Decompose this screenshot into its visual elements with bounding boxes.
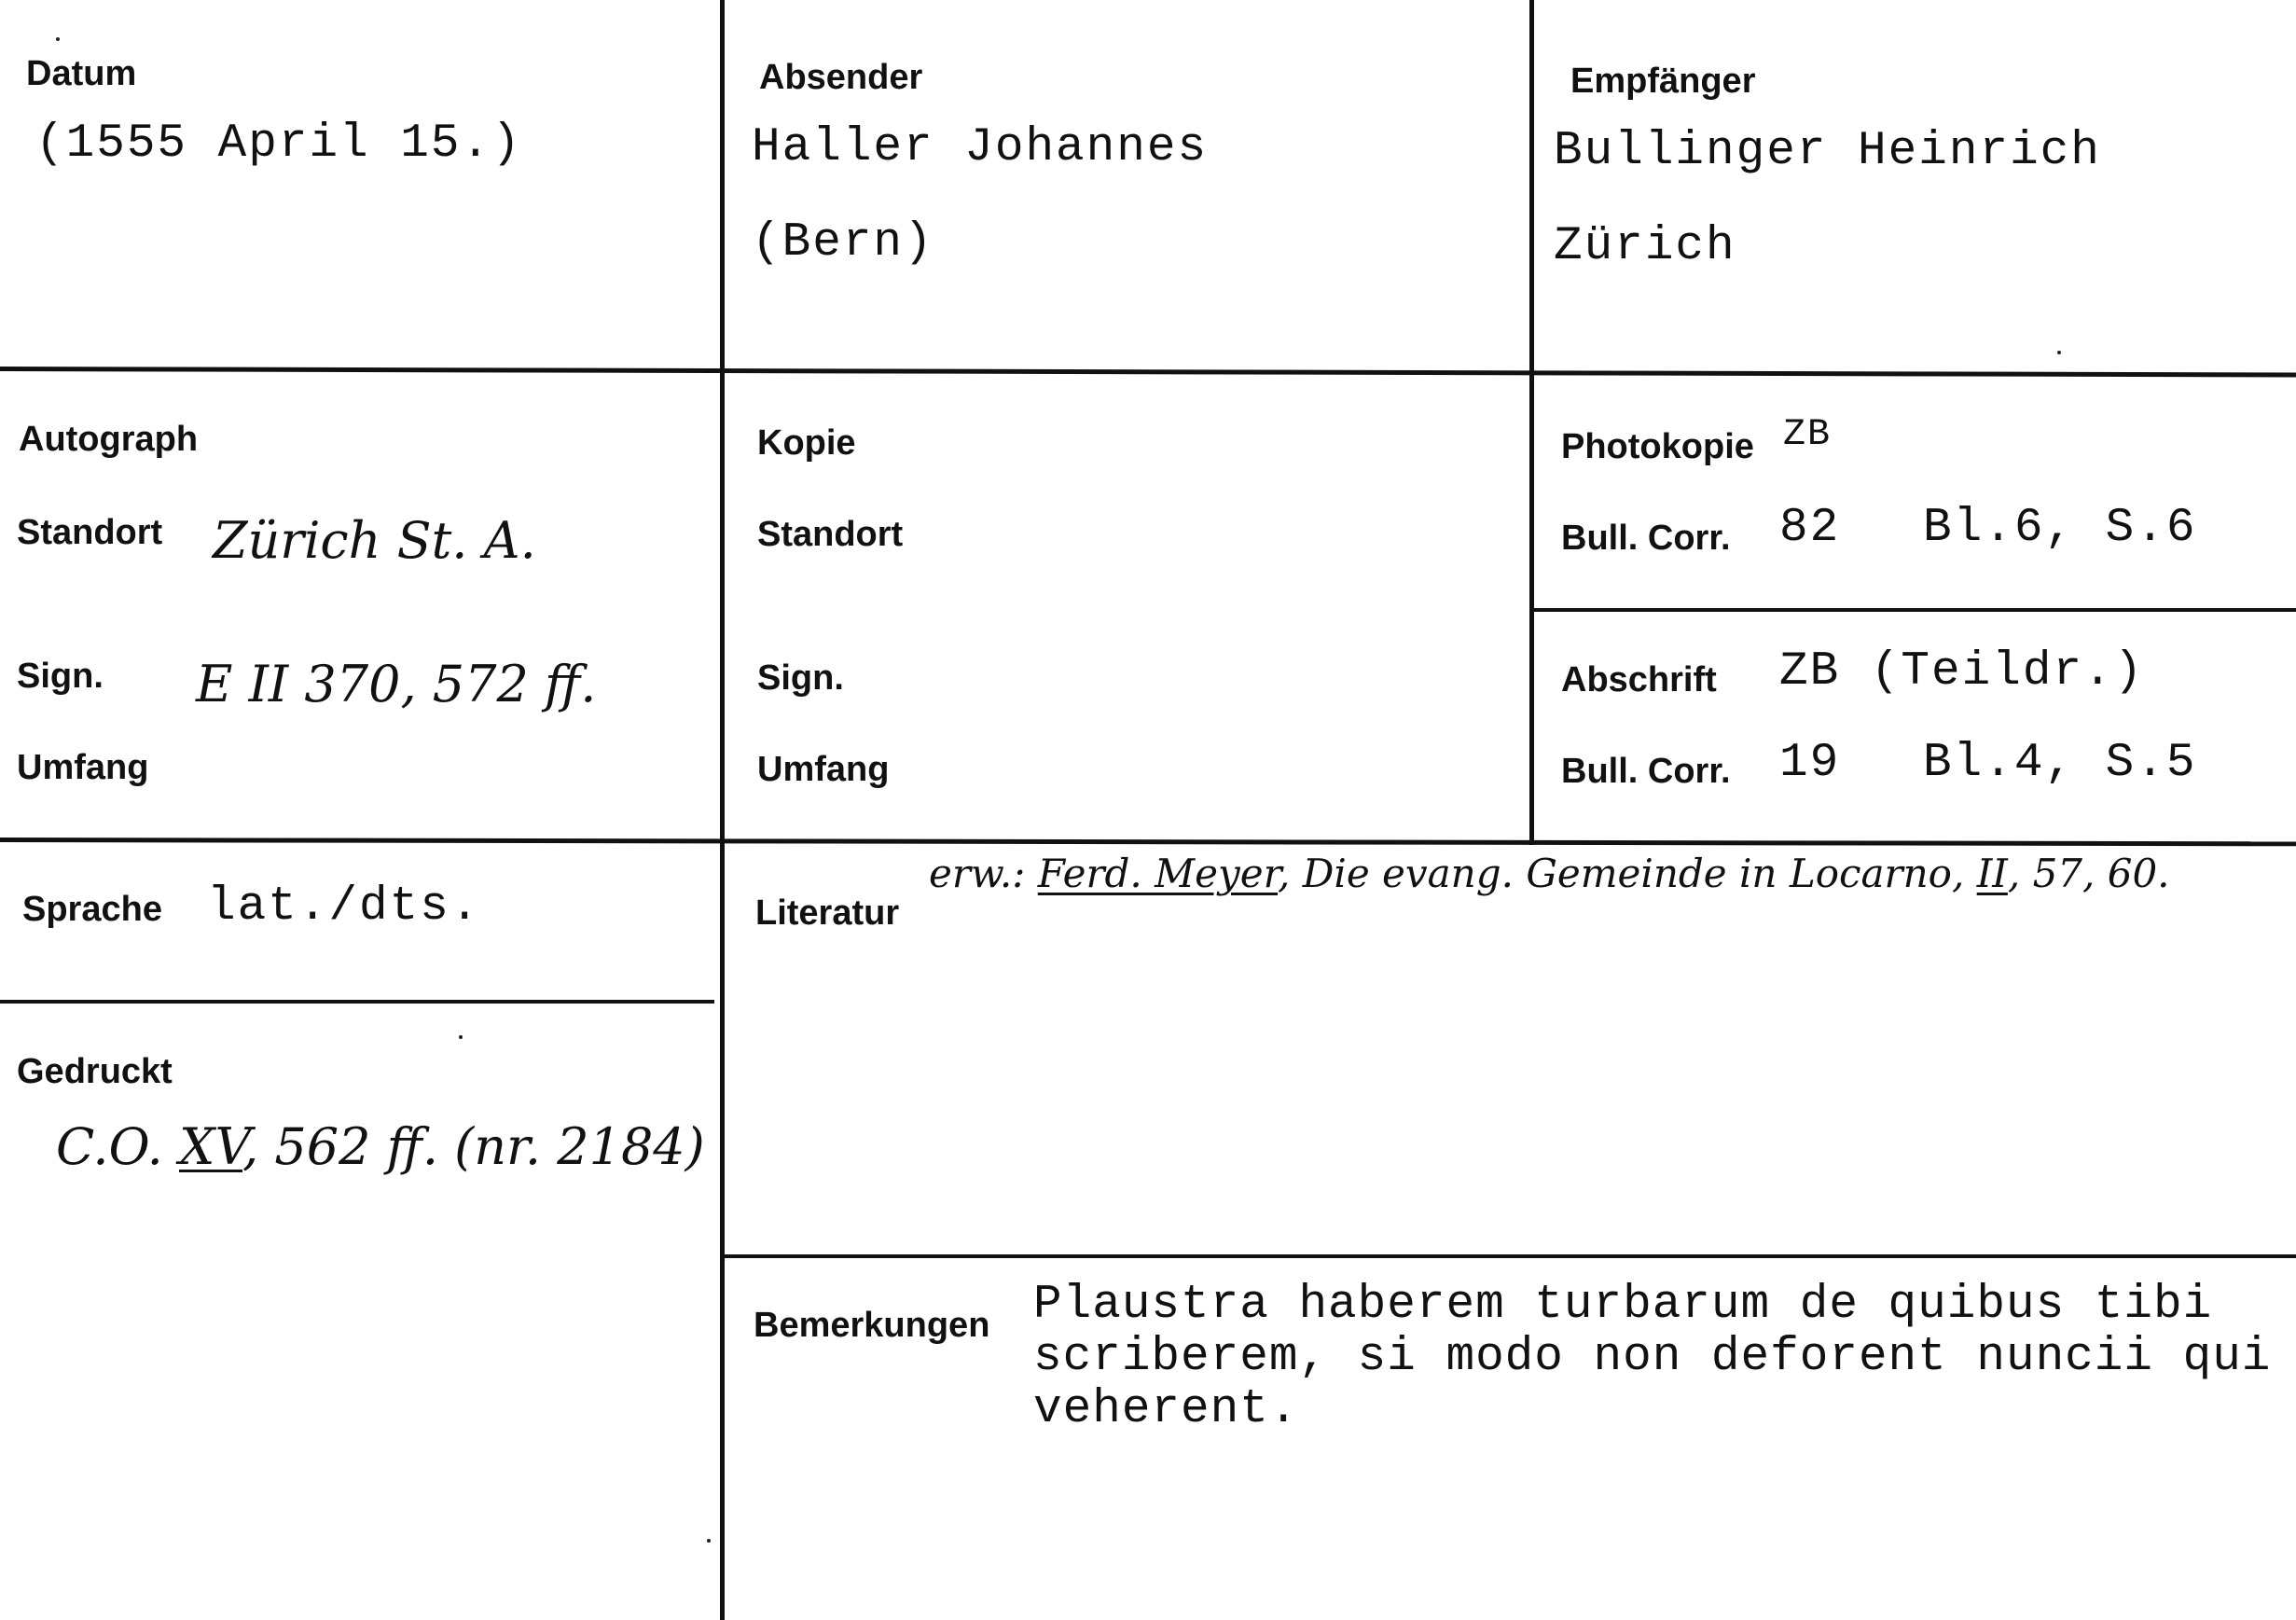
sprache-label: Sprache — [22, 890, 162, 929]
gedruckt-volume: XV — [179, 1117, 243, 1176]
photokopie-bull-number: 82 — [1779, 502, 1841, 555]
gedruckt-prefix: C.O. — [56, 1117, 163, 1176]
photokopie-label: Photokopie — [1561, 427, 1754, 466]
datum-value: (1555 April 15.) — [35, 118, 522, 171]
scan-speck — [459, 1035, 463, 1039]
empfaenger-name: Bullinger Heinrich — [1554, 125, 2101, 178]
photokopie-bull-ref: Bl.6, S.6 — [1923, 502, 2197, 555]
divider-vertical-right — [1529, 0, 1534, 845]
divider-horizontal-sprache — [0, 1000, 714, 1004]
datum-label: Datum — [26, 54, 137, 93]
abschrift-bull-label: Bull. Corr. — [1561, 752, 1731, 791]
autograph-standort-label: Standort — [17, 513, 163, 552]
autograph-standort-value: Zürich St. A. — [213, 511, 536, 570]
empfaenger-place: Zürich — [1554, 220, 1736, 273]
autograph-label: Autograph — [19, 420, 199, 459]
abschrift-value: ZB (Teildr.) — [1779, 645, 2145, 699]
abschrift-bull-number: 19 — [1779, 737, 1841, 790]
autograph-sign-value: E II 370, 572 ff. — [196, 655, 597, 713]
bemerkungen-label: Bemerkungen — [754, 1306, 990, 1345]
abschrift-label: Abschrift — [1561, 660, 1717, 699]
absender-place: (Bern) — [752, 216, 934, 270]
autograph-sign-label: Sign. — [17, 657, 104, 696]
bemerkungen-text: Plaustra haberem turbarum de quibus tibi scriberem, si modo non deforent nuncii qui veherent. — [1033, 1279, 2272, 1436]
literatur-pages: , 57, 60. — [2007, 851, 2170, 896]
scan-speck — [2057, 351, 2061, 354]
abschrift-bull-ref: Bl.4, S.5 — [1923, 737, 2197, 790]
gedruckt-label: Gedruckt — [17, 1052, 173, 1091]
literatur-volume: II — [1976, 851, 2008, 896]
sprache-value: lat./dts. — [207, 880, 481, 934]
divider-horizontal-1 — [0, 367, 2296, 377]
divider-horizontal-2 — [0, 838, 2296, 846]
literatur-prefix: erw.: — [929, 851, 1026, 896]
kopie-label: Kopie — [757, 423, 856, 463]
gedruckt-rest: , 562 ff. (nr. 2184) — [242, 1117, 705, 1176]
absender-label: Absender — [759, 58, 923, 97]
kopie-standort-label: Standort — [757, 515, 904, 554]
photokopie-bull-label: Bull. Corr. — [1561, 519, 1731, 558]
photokopie-value: ZB — [1783, 414, 1833, 456]
scan-speck — [707, 1539, 711, 1543]
absender-name: Haller Johannes — [752, 121, 1209, 174]
literatur-title: , Die evang. Gemeinde in Locarno, — [1278, 851, 1965, 896]
divider-horizontal-photokopie — [1529, 608, 2296, 612]
scan-speck — [56, 37, 60, 41]
kopie-umfang-label: Umfang — [757, 750, 890, 789]
autograph-umfang-label: Umfang — [17, 748, 149, 787]
kopie-sign-label: Sign. — [757, 658, 844, 698]
literatur-value — [929, 851, 2170, 896]
literatur-label: Literatur — [755, 893, 900, 933]
gedruckt-value — [56, 1117, 705, 1176]
literatur-author: Ferd. Meyer — [1037, 851, 1279, 896]
divider-horizontal-bemerkungen — [724, 1254, 2296, 1258]
divider-vertical-left — [720, 0, 725, 1620]
empfaenger-label: Empfänger — [1570, 62, 1756, 101]
